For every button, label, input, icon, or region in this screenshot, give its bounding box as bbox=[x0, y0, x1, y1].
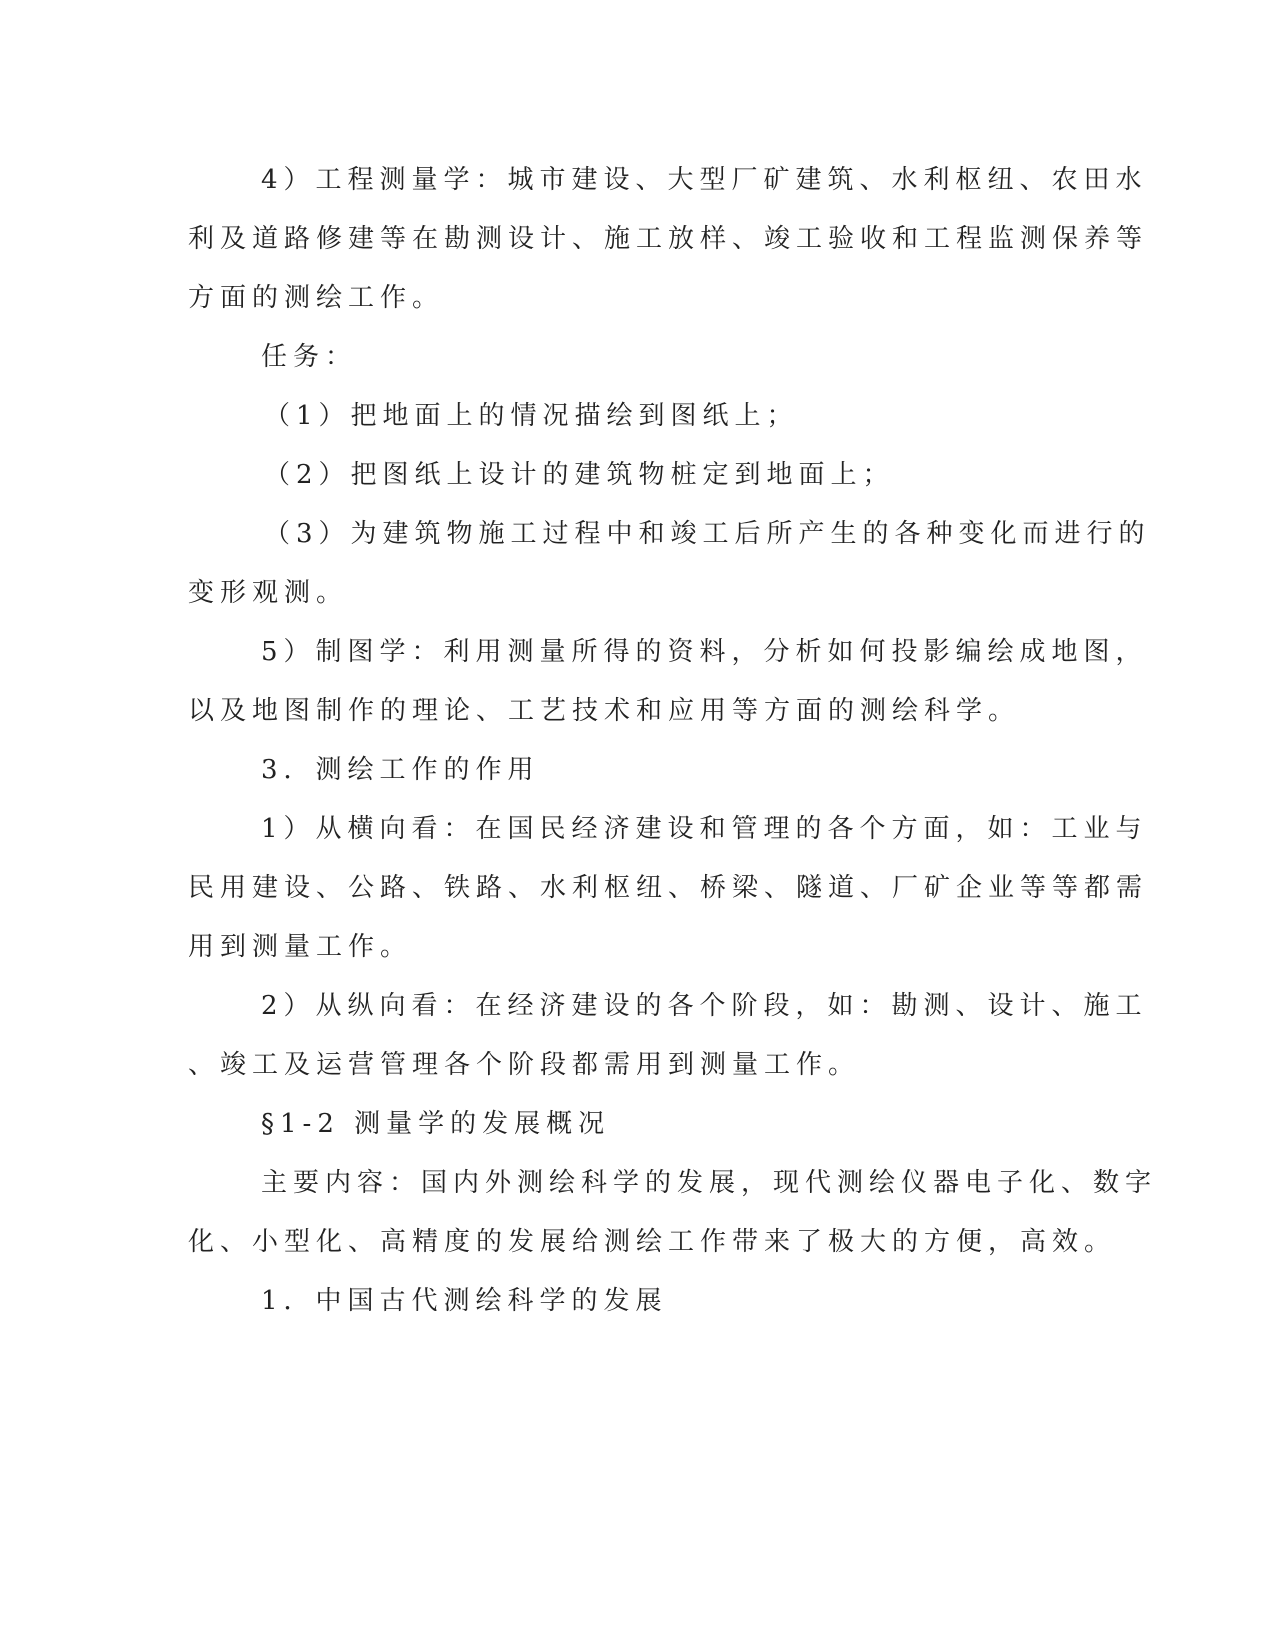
paragraph-line: 2）从纵向看：在经济建设的各个阶段，如：勘测、设计、施工 bbox=[261, 991, 1148, 1021]
paragraph-line: 用到测量工作。 bbox=[188, 932, 413, 962]
paragraph-line: 5）制图学：利用测量所得的资料，分析如何投影编绘成地图， bbox=[261, 637, 1148, 667]
paragraph-line: 方面的测绘工作。 bbox=[188, 283, 445, 313]
paragraph-line: 民用建设、公路、铁路、水利枢纽、桥梁、隧道、厂矿企业等等都需 bbox=[188, 873, 1149, 903]
paragraph-line: 4）工程测量学：城市建设、大型厂矿建筑、水利枢纽、农田水 bbox=[261, 165, 1148, 195]
section-heading: §1-2 测量学的发展概况 bbox=[261, 1109, 611, 1139]
paragraph-line: 、竣工及运营管理各个阶段都需用到测量工作。 bbox=[188, 1050, 861, 1080]
section-heading: 1．中国古代测绘科学的发展 bbox=[261, 1286, 668, 1316]
paragraph-line: （2）把图纸上设计的建筑物桩定到地面上； bbox=[264, 460, 895, 490]
paragraph-line: 变形观测。 bbox=[188, 578, 349, 608]
paragraph-line: 以及地图制作的理论、工艺技术和应用等方面的测绘科学。 bbox=[188, 696, 1021, 726]
paragraph-line: （3）为建筑物施工过程中和竣工后所产生的各种变化而进行的 bbox=[264, 519, 1151, 549]
paragraph-line: 任务： bbox=[261, 342, 358, 372]
paragraph-line: 主要内容：国内外测绘科学的发展，现代测绘仪器电子化、数字 bbox=[261, 1168, 1158, 1198]
paragraph-line: 化、小型化、高精度的发展给测绘工作带来了极大的方便，高效。 bbox=[188, 1227, 1117, 1257]
section-heading: 3．测绘工作的作用 bbox=[261, 755, 540, 785]
paragraph-line: 1）从横向看：在国民经济建设和管理的各个方面，如：工业与 bbox=[261, 814, 1148, 844]
paragraph-line: 利及道路修建等在勘测设计、施工放样、竣工验收和工程监测保养等 bbox=[188, 224, 1149, 254]
paragraph-line: （1）把地面上的情况描绘到图纸上； bbox=[264, 401, 799, 431]
